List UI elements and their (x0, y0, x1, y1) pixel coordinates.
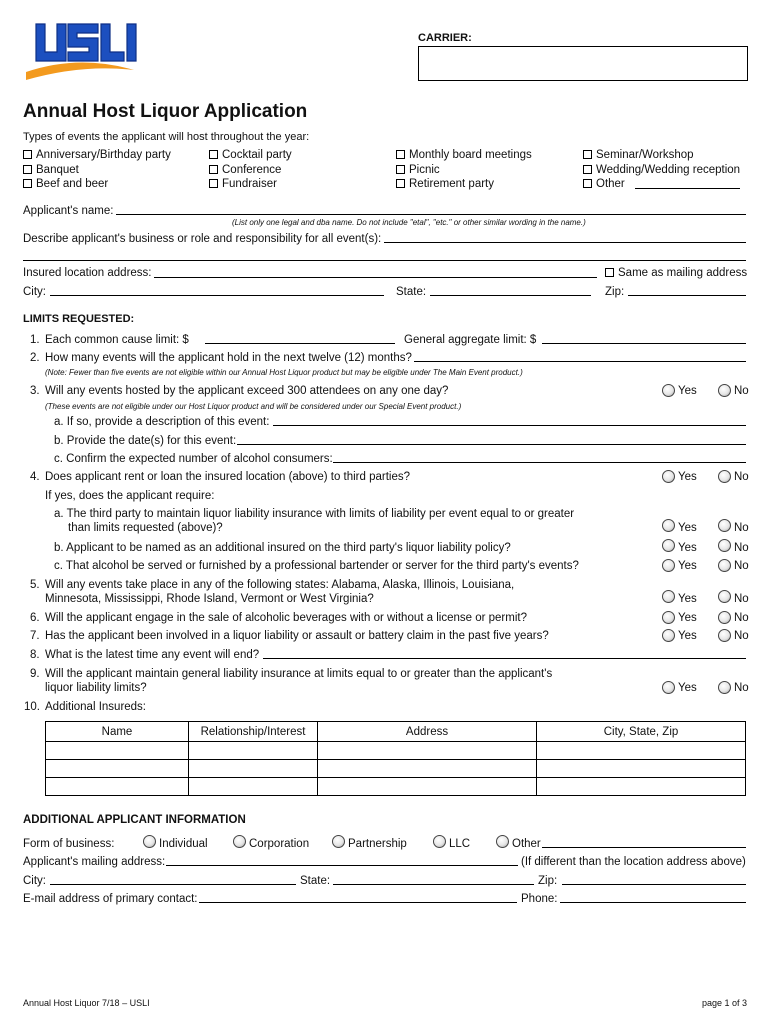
q8-number: 8. (30, 649, 40, 661)
yes-label: Yes (678, 385, 697, 397)
page-title: Annual Host Liquor Application (23, 101, 308, 122)
describe-field[interactable] (384, 242, 746, 243)
q7-label: Has the applicant been involved in a liquor liability or assault or battery claim in the past five years? (45, 630, 549, 642)
q9-number: 9. (30, 668, 40, 680)
mailing-state-label: State: (300, 875, 331, 887)
q5-label-2: Minnesota, Mississippi, Rhode Island, Vermont or West Virginia? (45, 593, 374, 605)
event-option[interactable]: Seminar/Workshop (583, 148, 694, 162)
no-label: No (734, 612, 749, 624)
checkbox-icon[interactable] (209, 165, 218, 174)
event-option[interactable]: Other (583, 177, 625, 191)
table-cell[interactable] (46, 742, 189, 760)
q4-label: Does applicant rent or loan the insured location (above) to third parties? (45, 471, 411, 483)
checkbox-icon[interactable] (396, 150, 405, 159)
yes-label: Yes (678, 542, 697, 554)
yes-radio[interactable] (662, 470, 675, 483)
q3c-label: c. Confirm the expected number of alcohol consumers: (54, 453, 333, 465)
state-field[interactable] (430, 295, 591, 296)
q1-label: Each common cause limit: $ (45, 334, 189, 346)
q4-sub-label: If yes, does the applicant require: (45, 490, 215, 502)
usli-logo (24, 20, 142, 82)
other-business-field[interactable] (542, 847, 746, 848)
yes-radio[interactable] (662, 611, 675, 624)
location-label: Insured location address: (23, 267, 152, 279)
no-radio[interactable] (718, 384, 731, 397)
q3c-field[interactable] (333, 462, 746, 463)
q4-number: 4. (30, 471, 40, 483)
other-radio[interactable] (496, 835, 509, 848)
table-row[interactable] (46, 778, 746, 796)
location-field[interactable] (154, 277, 597, 278)
q3-number: 3. (30, 385, 40, 397)
q2-number: 2. (30, 352, 40, 364)
table-cell[interactable] (537, 742, 746, 760)
table-row[interactable] (46, 760, 746, 778)
additional-heading: ADDITIONAL APPLICANT INFORMATION (23, 814, 246, 826)
other-label: Other (512, 838, 541, 850)
latest-time-field[interactable] (263, 658, 746, 659)
q10-number: 10. (24, 701, 40, 713)
footer-page-number: page 1 of 3 (702, 998, 748, 1008)
q2-label: How many events will the applicant hold in the next twelve (12) months? (45, 352, 412, 364)
q4c-label: c. That alcohol be served or furnished by a professional bartender or server for the third party's events? (54, 560, 579, 572)
q2-note: (Note: Fewer than five events are not eligible within our Annual Host Liquor product but may be eligible under The Main Event product.) (45, 368, 523, 377)
checkbox-icon[interactable] (23, 179, 32, 188)
q6-label: Will the applicant engage in the sale of alcoholic beverages with or without a license or permit? (45, 612, 527, 624)
q3-label: Will any events hosted by the applicant exceed 300 attendees on any one day? (45, 385, 449, 397)
limits-heading: LIMITS REQUESTED: (23, 313, 135, 325)
zip-field[interactable] (628, 295, 746, 296)
q4a-label-2: than limits requested (above)? (68, 522, 223, 534)
checkbox-icon[interactable] (209, 179, 218, 188)
yes-radio[interactable] (662, 590, 675, 603)
no-label: No (734, 542, 749, 554)
yes-label: Yes (678, 560, 697, 572)
yes-label: Yes (678, 612, 697, 624)
column-header: Address (318, 722, 537, 742)
applicant-name-label: Applicant's name: (23, 205, 114, 217)
common-cause-limit-field[interactable] (205, 343, 395, 344)
applicant-name-note: (List only one legal and dba name. Do not include "etal", "etc." or other similar wording in the name.) (232, 218, 586, 227)
event-option[interactable]: Picnic (396, 163, 440, 177)
checkbox-icon[interactable] (23, 150, 32, 159)
mailing-zip-label: Zip: (538, 875, 558, 887)
q6-number: 6. (30, 612, 40, 624)
yes-label: Yes (678, 682, 697, 694)
checkbox-icon[interactable] (209, 150, 218, 159)
q3b-field[interactable] (237, 444, 746, 445)
event-option[interactable]: Monthly board meetings (396, 148, 532, 162)
checkbox-icon[interactable] (583, 179, 592, 188)
email-field[interactable] (199, 902, 517, 903)
table-cell[interactable] (537, 778, 746, 796)
yes-label: Yes (678, 593, 697, 605)
mailing-city-label: City: (23, 875, 46, 887)
checkbox-icon[interactable] (583, 165, 592, 174)
no-label: No (734, 560, 749, 572)
q9-label-2: liquor liability limits? (45, 682, 147, 694)
q3a-field[interactable] (273, 425, 746, 426)
no-radio[interactable] (718, 519, 731, 532)
email-label: E-mail address of primary contact: (23, 893, 198, 905)
q10-label: Additional Insureds: (45, 701, 147, 713)
carrier-label: CARRIER: (418, 32, 472, 44)
event-option[interactable]: Retirement party (396, 177, 494, 191)
q4b-label: b. Applicant to be named as an additional insured on the third party's liquor liability policy? (54, 542, 511, 554)
table-cell[interactable] (318, 778, 537, 796)
city-field[interactable] (50, 295, 384, 296)
event-option[interactable]: Beef and beer (23, 177, 108, 191)
no-radio[interactable] (718, 629, 731, 642)
form-of-business-label: Form of business: (23, 838, 115, 850)
event-option[interactable]: Wedding/Wedding reception (583, 163, 740, 177)
describe-label: Describe applicant's business or role and responsibility for all event(s): (23, 233, 382, 245)
event-option[interactable]: Anniversary/Birthday party (23, 148, 171, 162)
yes-label: Yes (678, 471, 697, 483)
yes-radio[interactable] (662, 539, 675, 552)
describe-field-2[interactable] (23, 260, 746, 261)
table-header-row (46, 722, 746, 742)
other-event-field[interactable] (635, 188, 740, 189)
llc-radio[interactable] (433, 835, 446, 848)
mailing-address-field[interactable] (166, 865, 518, 866)
q5-number: 5. (30, 579, 40, 591)
mailing-city-field[interactable] (50, 884, 296, 885)
table-cell[interactable] (46, 760, 189, 778)
checkbox-icon[interactable] (396, 165, 405, 174)
no-radio[interactable] (718, 611, 731, 624)
q3-note: (These events are not eligible under our Host Liquor product and will be considered under our Special Event product.) (45, 402, 462, 411)
table-cell[interactable] (318, 760, 537, 778)
mailing-zip-field[interactable] (562, 884, 746, 885)
table-cell[interactable] (46, 778, 189, 796)
table-cell[interactable] (318, 742, 537, 760)
event-option[interactable]: Cocktail party (209, 148, 292, 162)
mailing-address-label: Applicant's mailing address: (23, 856, 166, 868)
individual-radio[interactable] (143, 835, 156, 848)
q9-label: Will the applicant maintain general liability insurance at limits equal to or greater than the applicant's (45, 668, 553, 680)
no-radio[interactable] (718, 559, 731, 572)
same-as-mailing[interactable]: Same as mailing address (605, 266, 747, 280)
yes-radio[interactable] (662, 519, 675, 532)
q1b-label: General aggregate limit: $ (404, 334, 537, 346)
no-label: No (734, 385, 749, 397)
no-radio[interactable] (718, 681, 731, 694)
event-option[interactable]: Conference (209, 163, 281, 177)
table-cell[interactable] (537, 760, 746, 778)
city-label: City: (23, 286, 46, 298)
mailing-address-note: (If different than the location address above) (521, 856, 746, 868)
corporation-label: Corporation (249, 838, 310, 850)
events-count-field[interactable] (414, 361, 746, 362)
no-label: No (734, 593, 749, 605)
column-header: City, State, Zip (537, 722, 746, 742)
q7-number: 7. (30, 630, 40, 642)
table-cell[interactable] (189, 742, 318, 760)
checkbox-icon[interactable] (605, 268, 614, 277)
zip-label: Zip: (605, 286, 625, 298)
checkbox-icon[interactable] (396, 179, 405, 188)
table-row[interactable] (46, 742, 746, 760)
applicant-name-field[interactable] (116, 214, 746, 215)
yes-radio[interactable] (662, 629, 675, 642)
no-radio[interactable] (718, 539, 731, 552)
q5-label: Will any events take place in any of the following states: Alabama, Alaska, Illinois, Louisiana, (45, 579, 515, 591)
table-cell[interactable] (189, 778, 318, 796)
footer-left: Annual Host Liquor 7/18 – USLI (23, 998, 150, 1008)
state-label: State: (396, 286, 427, 298)
llc-label: LLC (449, 838, 471, 850)
yes-label: Yes (678, 522, 697, 534)
q8-label: What is the latest time any event will end? (45, 649, 260, 661)
checkbox-icon[interactable] (583, 150, 592, 159)
phone-label: Phone: (521, 893, 558, 905)
mailing-state-field[interactable] (333, 884, 534, 885)
additional-insureds-table (45, 721, 746, 796)
no-radio[interactable] (718, 470, 731, 483)
checkbox-icon[interactable] (23, 165, 32, 174)
individual-label: Individual (159, 838, 208, 850)
yes-label: Yes (678, 630, 697, 642)
no-label: No (734, 630, 749, 642)
column-header: Relationship/Interest (189, 722, 318, 742)
partnership-label: Partnership (348, 838, 407, 850)
yes-radio[interactable] (662, 681, 675, 694)
yes-radio[interactable] (662, 384, 675, 397)
q3a-label: a. If so, provide a description of this event: (54, 416, 270, 428)
phone-field[interactable] (560, 902, 746, 903)
corporation-radio[interactable] (233, 835, 246, 848)
events-prompt: Types of events the applicant will host throughout the year: (23, 131, 310, 143)
partnership-radio[interactable] (332, 835, 345, 848)
no-label: No (734, 471, 749, 483)
no-radio[interactable] (718, 590, 731, 603)
no-label: No (734, 682, 749, 694)
yes-radio[interactable] (662, 559, 675, 572)
q1-number: 1. (30, 334, 40, 346)
q3b-label: b. Provide the date(s) for this event: (54, 435, 237, 447)
carrier-field[interactable] (418, 46, 748, 81)
q4a-label: a. The third party to maintain liquor liability insurance with limits of liability per event equal to or greater (54, 508, 575, 520)
no-label: No (734, 522, 749, 534)
aggregate-limit-field[interactable] (542, 343, 746, 344)
column-header: Name (46, 722, 189, 742)
event-option[interactable]: Banquet (23, 163, 79, 177)
table-cell[interactable] (189, 760, 318, 778)
event-option[interactable]: Fundraiser (209, 177, 277, 191)
